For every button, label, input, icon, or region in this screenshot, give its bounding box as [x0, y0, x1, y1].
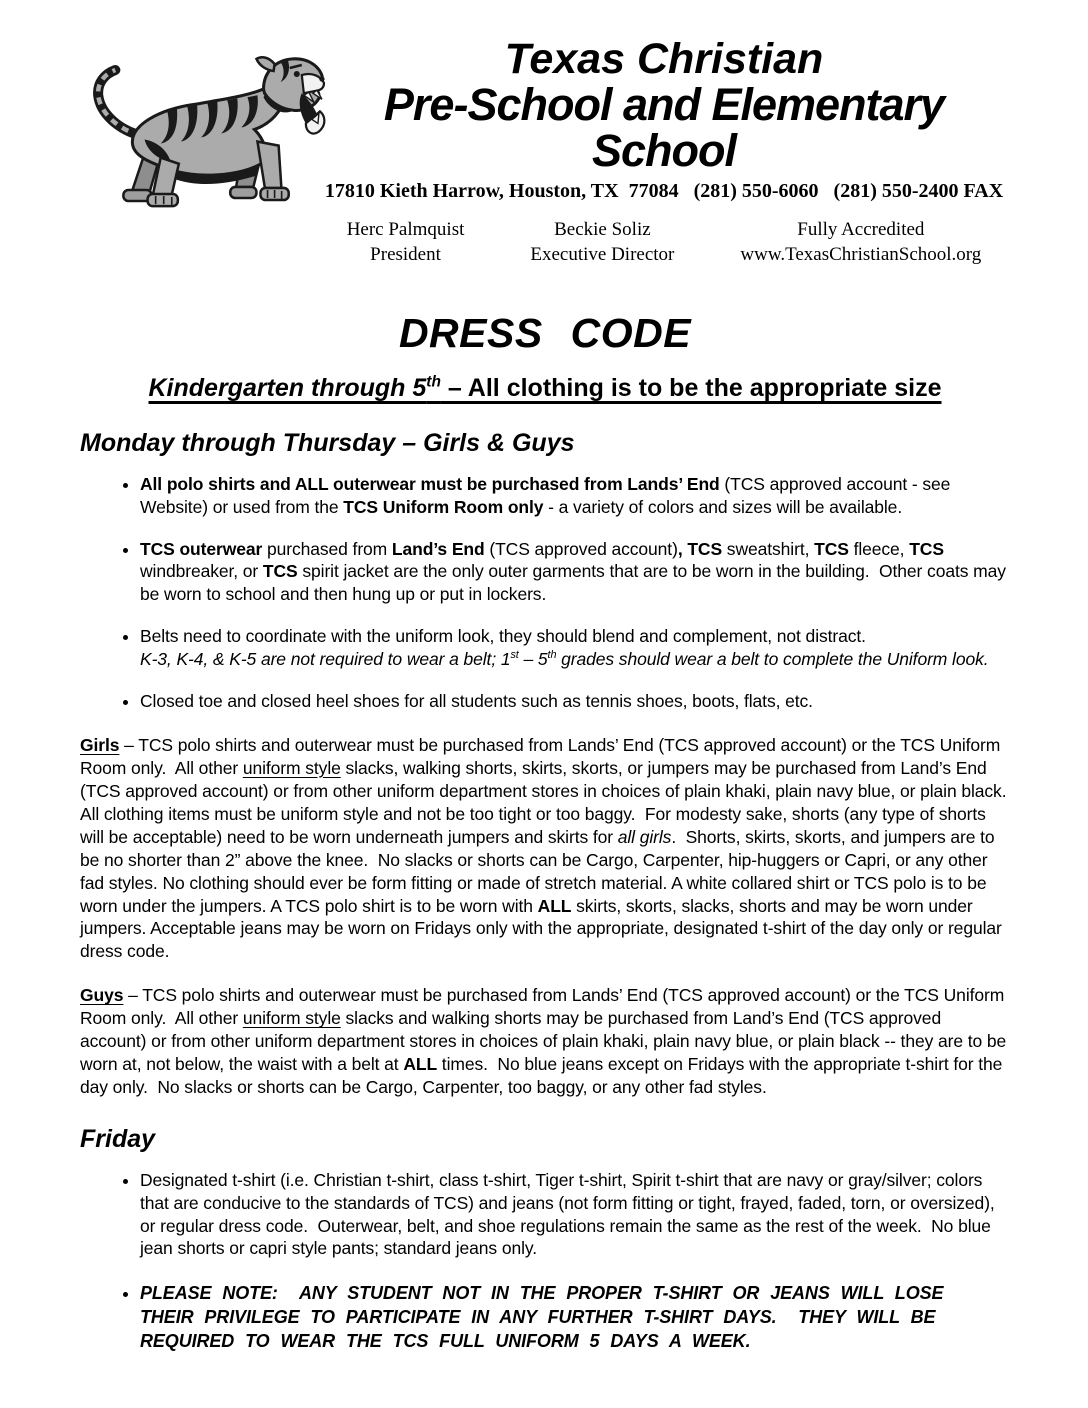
text-segment: – All clothing is to be the appropriate size	[440, 373, 942, 402]
text-segment: spirit jacket are the only outer garments that are to be worn in the building. Other coats may be worn to school and then hung up or put in lockers.	[140, 561, 1011, 605]
text-segment: Closed toe and closed heel shoes for all students such as tennis shoes, boots, flats, etc.	[140, 691, 813, 712]
school-address: 17810 Kieth Harrow, Houston, TX 77084 (281) 550-6060 (281) 550-2400 FAX	[324, 179, 1004, 202]
text-segment: st	[510, 649, 519, 662]
contact-website: www.TexasChristianSchool.org	[740, 244, 982, 266]
text-segment: TCS	[814, 538, 849, 559]
text-segment: Girls	[80, 735, 120, 756]
tiger-far-front-paw	[230, 187, 256, 198]
bullet-item	[140, 1282, 1000, 1353]
tiger-logo	[74, 48, 326, 216]
text-segment: uniform style	[242, 1008, 341, 1029]
text-segment: skirts, skorts, slacks, shorts and may be worn under jumpers. Acceptable jeans may be worn on Fridays only with the appropriate, designated t-shirt of the day only or regular dress code.	[80, 895, 1007, 962]
bullet-item	[140, 538, 1010, 607]
text-segment: ALL	[403, 1054, 438, 1075]
dress-code-title: DRESS CODE	[398, 309, 692, 356]
contact-name: Herc Palmquist	[346, 218, 465, 240]
text-segment: th	[426, 373, 441, 391]
monday-thursday-bullets	[80, 473, 1010, 713]
tiger-near-rear-paw	[148, 194, 178, 206]
text-segment: sweatshirt,	[722, 538, 815, 559]
text-segment: TCS outerwear	[140, 538, 263, 559]
contact-president	[347, 217, 465, 268]
text-segment: Land’s End	[391, 538, 485, 559]
tiger-eye	[294, 71, 300, 77]
text-segment: PLEASE NOTE: ANY STUDENT NOT IN THE PROPER T-SHIRT OR JEANS WILL LOSE THEIR PRIVILEGE TO PARTICIPATE IN ANY FURTHER T-SHIRT DAYS. THEY WILL BE REQUIRED TO WEAR THE TCS FULL UNIFORM 5 DAYS A WEEK.	[140, 1283, 955, 1351]
contact-name: Fully Accredited	[797, 218, 925, 240]
contact-executive-director	[530, 217, 674, 268]
text-segment: purchased from	[262, 538, 392, 559]
header-contacts	[318, 217, 1010, 268]
text-segment: th	[547, 649, 557, 662]
letterhead	[80, 35, 1010, 268]
text-segment: – 5	[518, 649, 548, 670]
text-segment: (TCS approved account - see Website) or used from the	[140, 473, 956, 517]
text-segment: Belts need to coordinate with the uniform look, they should blend and complement, not distract.	[140, 626, 866, 647]
text-segment: . Shorts, skirts, skorts, and jumpers are to be no shorter than 2” above the knee. No slacks or shorts can be Cargo, Carpenter, hip-huggers or Capri, or any other fad styles. No clothing should ever be form fitting or made of stretch material. A white collared shirt or TCS polo is to be worn under the jumpers. A TCS polo shirt is to be worn with	[80, 826, 1000, 916]
text-segment: Designated t-shirt (i.e. Christian t-shirt, class t-shirt, Tiger t-shirt, Spirit t-shirt that are navy or gray/silver; colors that are conducive to the standards of TCS) and jeans (not form fitting or tight, frayed, faded, torn, or oversized), or regular dress code. Outerwear, belt, and shoe regulations remain the same as the rest of the week. No blue jean shorts or capri style pants; standard jeans only.	[140, 1169, 1000, 1259]
text-segment: fleece,	[848, 538, 910, 559]
text-segment: windbreaker, or	[140, 538, 949, 582]
contact-name: Beckie Soliz	[554, 218, 651, 240]
contact-accreditation	[740, 217, 981, 268]
bullet-item	[140, 625, 1010, 671]
friday-bullets	[80, 1169, 1010, 1353]
text-segment: ALL	[537, 895, 572, 916]
contact-title: President	[370, 244, 441, 266]
text-segment: grades should wear a belt to complete the Uniform look.	[556, 649, 989, 670]
friday-heading: Friday	[80, 1124, 156, 1153]
school-name-line2: Pre-School and Elementary School	[383, 78, 945, 176]
bullet-item	[140, 690, 1010, 713]
text-segment: TCS Uniform Room only	[343, 496, 544, 517]
contact-title: Executive Director	[530, 244, 675, 266]
text-segment: Kindergarten through 5	[148, 373, 427, 402]
text-segment: - a variety of colors and sizes will be available.	[543, 496, 903, 517]
text-segment: times. No blue jeans except on Fridays with the appropriate t-shirt for the day only. No slacks or shorts can be Cargo, Carpenter, too baggy, or any other fad styles.	[80, 1054, 1008, 1097]
text-segment: (TCS approved account)	[484, 538, 678, 559]
text-segment: all girls	[617, 826, 672, 847]
document-body	[80, 428, 1016, 1353]
grade-range-subtitle	[80, 373, 1010, 403]
girls-paragraph	[80, 734, 1016, 963]
text-segment: Guys	[80, 985, 124, 1006]
text-segment: All polo shirts and ALL outerwear must be purchased from Lands’ End	[140, 473, 720, 494]
text-segment: , TCS	[677, 538, 723, 559]
text-segment: TCS	[262, 561, 298, 582]
monday-thursday-heading: Monday through Thursday – Girls & Guys	[80, 428, 575, 457]
tiger-near-front-leg	[257, 142, 281, 192]
text-segment: slacks, walking shorts, skirts, skorts, or jumpers may be purchased from Land’s End (TCS approved account) or from other uniform department stores in choices of plain khaki, plain navy blue, or plain black. All clothing items must be uniform style and not be too tight or too baggy. For modesty sake, shorts (any type of shorts will be acceptable) need to be worn underneath jumpers and skirts for	[80, 758, 1016, 847]
school-name-line1: Texas Christian	[504, 35, 824, 83]
text-segment: slacks and walking shorts may be purchased from Land’s End (TCS approved account) or from other uniform department stores in choices of plain khaki, plain navy blue, or plain black -- they are to be worn at, not below, the waist with a belt at	[80, 1008, 1011, 1075]
text-segment: – TCS polo shirts and outerwear must be purchased from Lands’ End (TCS approved account) or the TCS Uniform Room only. All other	[80, 985, 1009, 1029]
text-segment: uniform style	[242, 758, 341, 779]
guys-paragraph	[80, 984, 1010, 1099]
text-segment: TCS	[909, 538, 944, 559]
text-segment: K-3, K-4, & K-5 are not required to wear a belt; 1	[140, 649, 511, 670]
tiger-ear	[256, 57, 274, 71]
bullet-item	[140, 1169, 1010, 1261]
tiger-nose	[319, 76, 324, 81]
letterhead-text	[318, 35, 1010, 268]
bullet-item	[140, 473, 1010, 519]
text-segment: – TCS polo shirts and outerwear must be purchased from Lands’ End (TCS approved account) or the TCS Uniform Room only. All other	[80, 735, 1005, 779]
